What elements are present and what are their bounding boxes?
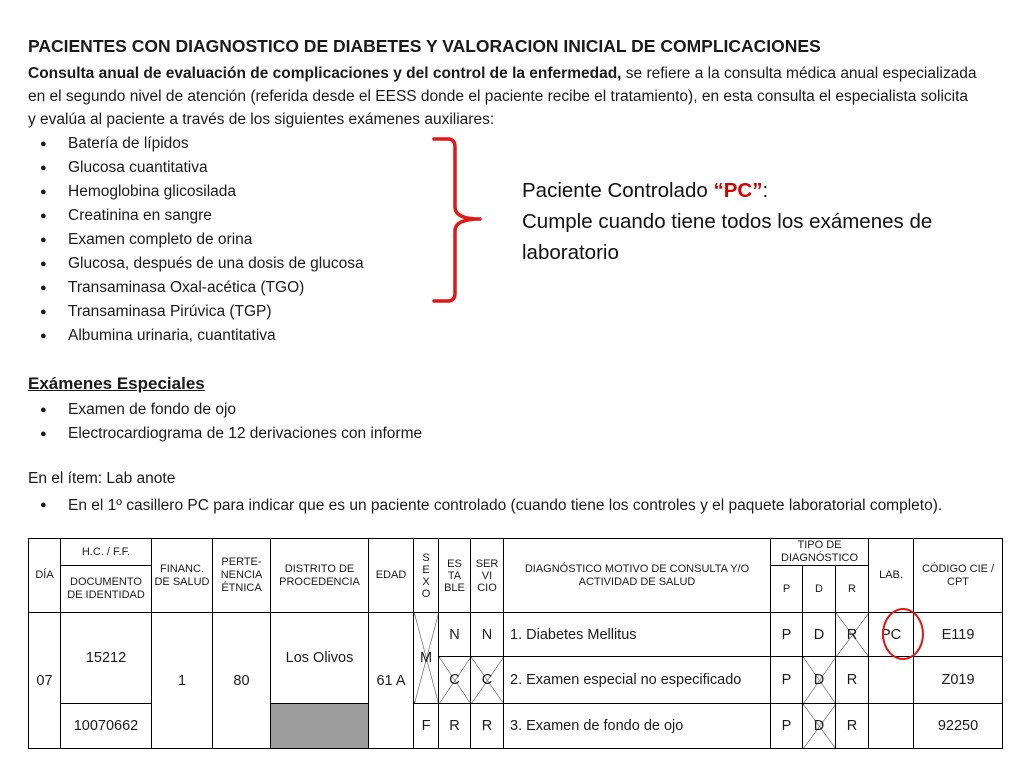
cell-sexo-f: F: [414, 704, 439, 749]
callout-line-1: [522, 175, 932, 206]
header-edad: EDAD: [369, 539, 414, 613]
special-exams-heading: Exámenes Especiales: [28, 374, 205, 393]
header-lab: LAB.: [869, 539, 914, 613]
cell-codigo: 92250: [914, 704, 1003, 749]
cell-distrito: Los Olivos: [271, 613, 369, 704]
cell-documento: 10070662: [61, 704, 152, 749]
controlled-patient-callout: [522, 175, 932, 268]
header-sexo: S E X O: [414, 539, 439, 613]
list-item: ● Electrocardiograma de 12 derivaciones con informe: [28, 422, 422, 446]
header-hcff: H.C. / F.F.: [61, 539, 152, 566]
exam-list: [28, 132, 364, 348]
list-item: ● Examen completo de orina: [28, 228, 364, 252]
cell-r: R: [836, 613, 869, 657]
cell-estable: N: [439, 613, 471, 657]
cell-hc: 15212: [61, 613, 152, 704]
header-documento: DOCUMENTO DE IDENTIDAD: [61, 566, 152, 613]
intro-paragraph: [28, 62, 978, 131]
cell-edad: 61 A: [369, 613, 414, 749]
cell-perte: 80: [213, 613, 271, 749]
list-item: ● Batería de lípidos: [28, 132, 364, 156]
cell-d: D: [803, 704, 836, 749]
header-codigo: CÓDIGO CIE / CPT: [914, 539, 1003, 613]
cell-distrito-empty: [271, 704, 369, 749]
header-distrito: DISTRITO DE PROCEDENCIA: [271, 539, 369, 613]
callout-line-3: laboratorio: [522, 241, 619, 264]
cell-lab: [869, 657, 914, 704]
register-table: [28, 538, 995, 744]
table-row: [29, 613, 1003, 657]
cell-lab: [869, 704, 914, 749]
cell-p: P: [771, 657, 803, 704]
cell-estable: R: [439, 704, 471, 749]
cell-financ: 1: [152, 613, 213, 749]
item-note: En el ítem: Lab anote: [28, 470, 176, 487]
header-diagnostico: DIAGNÓSTICO MOTIVO DE CONSULTA Y/O ACTIVIDAD DE SALUD: [504, 539, 771, 613]
cell-lab: PC: [869, 613, 914, 657]
list-item: ● Transaminasa Pirúvica (TGP): [28, 300, 364, 324]
list-item: ● Glucosa cuantitativa: [28, 156, 364, 180]
header-d: D: [803, 566, 836, 613]
list-item: ● Glucosa, después de una dosis de glucosa: [28, 252, 364, 276]
header-estable: ES TA BLE: [439, 539, 471, 613]
bullet-icon: ●: [40, 499, 47, 511]
list-item: ● Creatinina en sangre: [28, 204, 364, 228]
cell-d: D: [803, 613, 836, 657]
header-dia: DÍA: [29, 539, 61, 613]
list-item: ● Examen de fondo de ojo: [28, 398, 422, 422]
header-p: P: [771, 566, 803, 613]
callout-prefix: Paciente Controlado: [522, 179, 714, 202]
callout-suffix: :: [762, 179, 769, 202]
cell-diagnostico: 2. Examen especial no especificado: [504, 657, 771, 704]
cell-codigo: Z019: [914, 657, 1003, 704]
list-item: ● Albumina urinaria, cuantitativa: [28, 324, 364, 348]
cell-d: D: [803, 657, 836, 704]
header-r: R: [836, 566, 869, 613]
cell-servicio: N: [471, 613, 504, 657]
list-item: ● Hemoglobina glicosilada: [28, 180, 364, 204]
cell-sexo-m: M: [414, 613, 439, 704]
header-financ: FINANC. DE SALUD: [152, 539, 213, 613]
cell-servicio: R: [471, 704, 504, 749]
list-item: ● Transaminasa Oxal-acética (TGO): [28, 276, 364, 300]
cell-servicio: C: [471, 657, 504, 704]
cell-diagnostico: 1. Diabetes Mellitus: [504, 613, 771, 657]
pc-label: “PC”: [713, 179, 763, 202]
cell-r: R: [836, 704, 869, 749]
cell-p: P: [771, 704, 803, 749]
intro-text: se refiere a la consulta médica anual especializada en el segundo nivel de atención (referida desde el EESS donde el paciente recibe el tratamiento), en esta consulta el especialista solicita y evalúa al paciente a través de los siguientes exámenes auxiliares:: [28, 65, 977, 128]
header-perte: PERTE- NENCIA ÉTNICA: [213, 539, 271, 613]
cell-estable: C: [439, 657, 471, 704]
special-exam-list: [28, 398, 422, 446]
pc-note: [28, 494, 988, 517]
pc-highlight-circle: [882, 608, 924, 660]
cell-p: P: [771, 613, 803, 657]
pc-note-text: En el 1º casillero PC para indicar que es un paciente controlado (cuando tiene los controles y el paquete laboratorial completo).: [68, 497, 943, 514]
callout-line-2: Cumple cuando tiene todos los exámenes de: [522, 210, 933, 233]
page-title: PACIENTES CON DIAGNOSTICO DE DIABETES Y VALORACION INICIAL DE COMPLICACIONES: [28, 36, 821, 56]
cell-codigo: E119: [914, 613, 1003, 657]
brace-icon: [430, 135, 490, 307]
cell-dia: 07: [29, 613, 61, 749]
header-servicio: SER VI CIO: [471, 539, 504, 613]
cell-r: R: [836, 657, 869, 704]
intro-bold: Consulta anual de evaluación de complicaciones y del control de la enfermedad,: [28, 65, 622, 82]
cell-diagnostico: 3. Examen de fondo de ojo: [504, 704, 771, 749]
header-tipo: TIPO DE DIAGNÓSTICO: [771, 539, 869, 566]
